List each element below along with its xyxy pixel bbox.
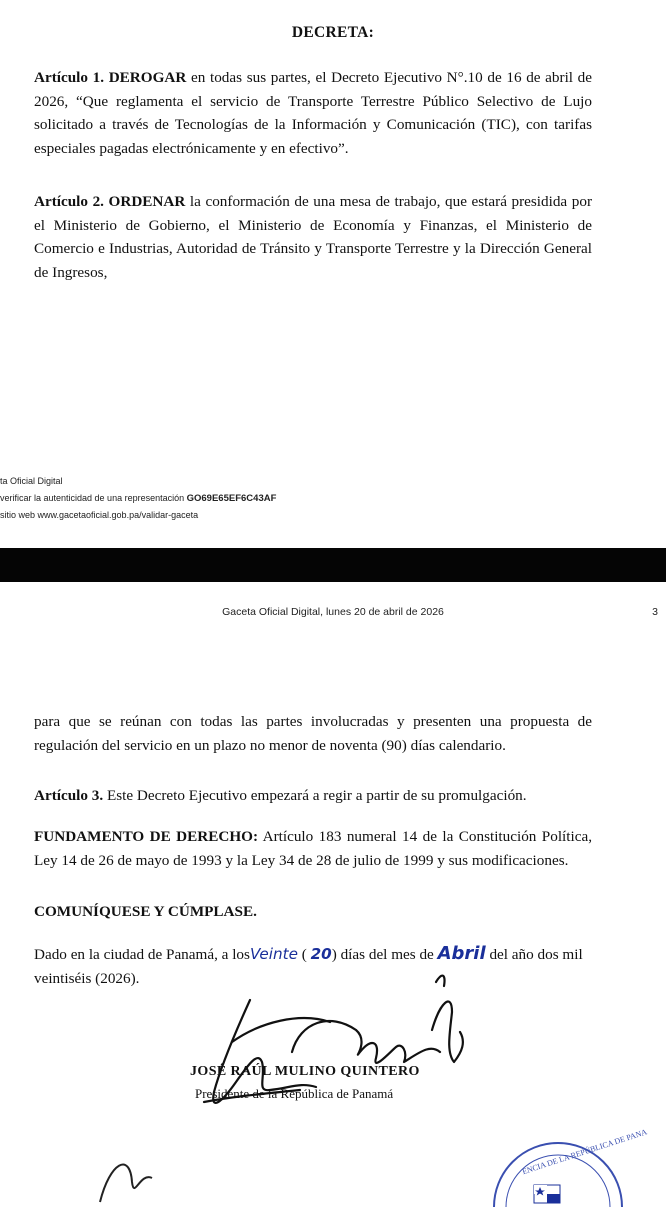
dado-text-3: del año dos mil veintiséis (2026). <box>34 946 583 987</box>
decreta-heading: DECRETA: <box>291 24 375 41</box>
gazette-footer-line-2 <box>0 493 276 504</box>
dado-text-2: ) días del mes de <box>331 946 438 963</box>
article-3-text: Este Decreto Ejecutivo empezará a regir a partir de su promulgación. <box>103 787 527 804</box>
gazette-footer-line-3[interactable]: sitio web www.gacetaoficial.gob.pa/validar-gaceta <box>0 510 199 520</box>
article-3 <box>34 784 592 808</box>
dado-los: los <box>232 946 250 963</box>
article-2-continuation: para que se reúnan con todas las partes involucradas y presenten una propuesta de regulación del servicio en un plazo no menor de noventa (90) días calendario. <box>34 713 592 754</box>
article-2-verb: ORDENAR <box>108 193 186 210</box>
gazette-verify-text: verificar la autenticidad de una representación <box>0 493 187 503</box>
fundamento-text: Artículo 183 numeral 14 de la Constitución Política, Ley 14 de 26 de mayo de 1993 y la Ley 34 de 28 de julio de 1999 y sus modificaciones. <box>34 828 592 869</box>
page-number: 3 <box>652 606 658 618</box>
seal-text: ENCIA DE LA REPÚBLICA DE PANA <box>521 1127 649 1177</box>
document-page-1 <box>0 0 666 552</box>
article-2 <box>34 190 592 284</box>
handwritten-day-word: Veinte <box>249 945 298 963</box>
partial-signature-mark <box>80 1142 200 1222</box>
gazette-header: Gaceta Oficial Digital, lunes 20 de abril de 2026 <box>222 606 444 618</box>
document-page-2 <box>0 582 666 1200</box>
fundamento-label: FUNDAMENTO DE DERECHO: <box>34 828 259 845</box>
signer-name: JOSÉ RAÚL MULINO QUINTERO <box>190 1064 420 1079</box>
article-1-verb: DEROGAR <box>108 69 187 86</box>
gazette-verification-code: GO69E65EF6C43AF <box>186 493 277 504</box>
gazette-footer-line-1: ta Oficial Digital <box>0 476 63 486</box>
handwritten-month: Abril <box>437 943 486 964</box>
page-separator <box>0 548 666 582</box>
article-1-label: Artículo 1. <box>34 69 105 86</box>
closing-formula: COMUNÍQUESE Y CÚMPLASE. <box>34 903 257 920</box>
article-2-text: la conformación de una mesa de trabajo, que estará presidida por el Ministerio de Gobierno, el Ministerio de Economía y Finanzas, el Ministerio de Comercio e Industrias, Autoridad de Tránsito y Transporte Terrestre y la Dirección General de Ingresos, <box>34 193 592 281</box>
article-2-label: Artículo 2. <box>34 193 104 210</box>
dado-text-1: Dado en la ciudad de Panamá, a <box>34 946 233 963</box>
signer-title: Presidente de la República de Panamá <box>195 1086 394 1101</box>
dado-paren: ( <box>297 946 311 963</box>
article-1 <box>34 66 592 160</box>
handwritten-day-number: 20 <box>310 945 332 963</box>
president-signature <box>0 582 666 1200</box>
article-1-text: en todas sus partes, el Decreto Ejecutivo N°.10 de 16 de abril de 2026, “Que reglamenta el servicio de Transporte Terrestre Público Selectivo de Lujo solicitado a través de Tecnologías de la Información y Comunicación (TIC), con tarifas especiales pagadas electrónicamente y en efectivo”. <box>34 69 592 157</box>
dado-en-paragraph <box>34 942 592 990</box>
fundamento-de-derecho <box>34 825 592 872</box>
article-3-label: Artículo 3. <box>34 787 104 804</box>
